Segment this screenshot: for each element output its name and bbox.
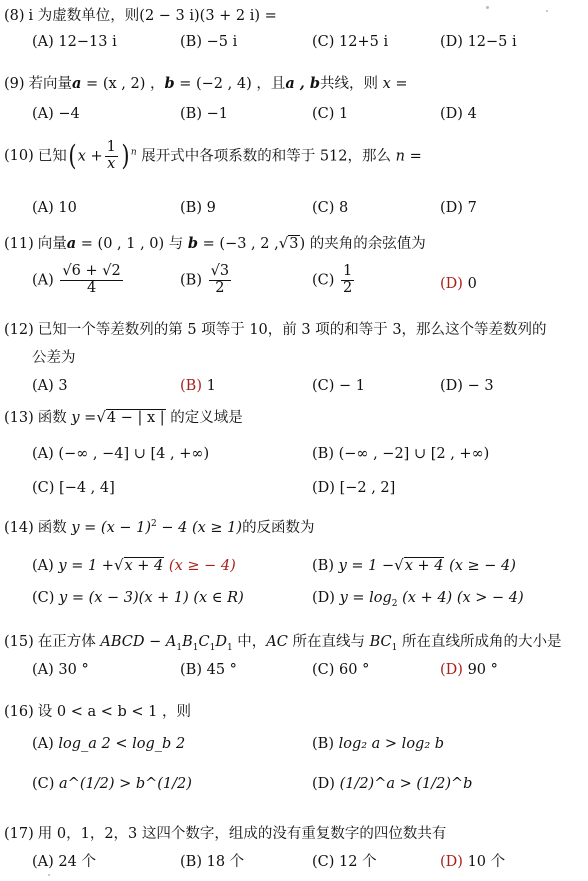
question-16: (16) 设 0 < a < b < 1 ，则: [4, 704, 191, 720]
option-b: (B) 18 个: [180, 854, 245, 870]
question-8: [4, 4, 277, 25]
option-d: (D) [−2 , 2]: [312, 480, 396, 496]
option-b: (B) (−∞ , −2] ∪ [2 , +∞): [312, 446, 490, 462]
vector-a: a: [72, 75, 82, 92]
option-a: (A) log_a 2 < log_b 2: [32, 736, 186, 752]
question-17: (17) 用 0，1，2，3 这四个数字，组成的没有重复数字的四位数共有: [4, 826, 447, 842]
question-10: (10) 已知(x + $\frac{1}{x}$ )$^n$ 展开式中各项系数的和等于 512，那么 n =: [4, 139, 422, 173]
question-12-line2: 公差为: [32, 350, 76, 366]
option-a: (A) $\frac{√6 + √2}{4}$: [32, 263, 121, 296]
math-expression: (2 − 3 i)(3 + 2 i) =: [139, 8, 277, 24]
question-number: (10): [4, 148, 34, 165]
option-b: (B) log₂ a > log₂ b: [312, 736, 445, 752]
question-number: (13): [4, 410, 34, 426]
scan-speck: [48, 874, 50, 876]
question-stem: i 为虚数单位，则: [28, 8, 140, 24]
question-15: (15) 在正方体 ABCD − $A_1B_1C_1D_1$ 中，AC 所在直线与 $BC_1$ 所在直线所成角的大小是: [4, 634, 562, 653]
question-number: (14): [4, 520, 34, 536]
question-9: (9) 若向量a = (x , 2) ，b = (−2 , 4) ，且a , b共线，则 x =: [4, 75, 408, 92]
option-c: (C) y = (x − 3)(x + 1) (x ∈ R): [32, 590, 244, 606]
option-b: (B) 9: [180, 200, 216, 216]
question-number: (9): [4, 76, 25, 92]
option-a: (A) 24 个: [32, 854, 96, 870]
option-b: (B) 45 °: [180, 662, 237, 678]
question-number: (15): [4, 634, 34, 650]
option-b: (B) 1: [180, 378, 216, 394]
question-14: (14) 函数 $y = (x - 1)^2 - 4$ (x ≥ 1)的反函数为: [4, 519, 315, 536]
option-a: (A) 3: [32, 378, 68, 394]
option-a: (A) 10: [32, 200, 77, 216]
option-c: (C) 12+5 i: [312, 34, 389, 50]
option-d: (D) $y = \log_2 (x + 4) (x$ > − 4): [312, 590, 524, 609]
option-c: (C) 8: [312, 200, 349, 216]
option-b: (B) y = 1 −√x + 4 (x ≥ − 4): [312, 556, 516, 574]
option-c: (C) a^(1/2) > b^(1/2): [32, 776, 192, 792]
option-c: (C) 12 个: [312, 854, 377, 870]
option-a: (A) 12−13 i: [32, 34, 117, 50]
option-b: (B) $\frac{√3}{2}$: [180, 263, 230, 296]
option-d: (D) 0: [440, 276, 477, 292]
question-number: (12): [4, 322, 34, 338]
vector-b: b: [164, 75, 175, 92]
option-b: (B) −5 i: [180, 34, 238, 50]
question-number: (16): [4, 704, 34, 720]
scan-speck: [486, 6, 489, 9]
option-d: (D) 7: [440, 200, 477, 216]
question-13: (13) 函数 y =√4 − | x | 的定义域是: [4, 408, 243, 426]
question-12: (12) 已知一个等差数列的第 5 项等于 10，前 3 项的和等于 3，那么这个等差数列的: [4, 322, 547, 338]
fraction: $\frac{1}{x}$: [106, 139, 116, 172]
option-d: (D) 90 °: [440, 662, 498, 678]
option-c: (C) 1: [312, 106, 349, 122]
option-c: (C) − 1: [312, 378, 366, 394]
option-d: (D) − 3: [440, 378, 494, 394]
question-number: (11): [4, 236, 34, 252]
option-c: (C) 60 °: [312, 662, 370, 678]
question-number: (17): [4, 826, 34, 842]
option-a: (A) −4: [32, 106, 80, 122]
option-d: (D) 4: [440, 106, 477, 122]
option-d: (D) 10 个: [440, 854, 506, 870]
option-c: (C) $\frac{1}{2}$: [312, 263, 353, 296]
option-d: (D) (1/2)^a > (1/2)^b: [312, 776, 473, 792]
option-a: (A) (−∞ , −4] ∪ [4 , +∞): [32, 446, 210, 462]
option-a: (A) 30 °: [32, 662, 89, 678]
question-number: (8): [4, 8, 25, 24]
question-11: (11) 向量a = (0 , 1 , 0) 与 b = (−3 , 2 ,√3) 的夹角的余弦值为: [4, 234, 426, 252]
option-b: (B) −1: [180, 106, 228, 122]
option-a: (A) y = 1 +√x + 4 (x ≥ − 4): [32, 556, 236, 574]
option-d: (D) 12−5 i: [440, 34, 517, 50]
option-c: (C) [−4 , 4]: [32, 480, 115, 496]
scan-speck: [546, 10, 548, 12]
